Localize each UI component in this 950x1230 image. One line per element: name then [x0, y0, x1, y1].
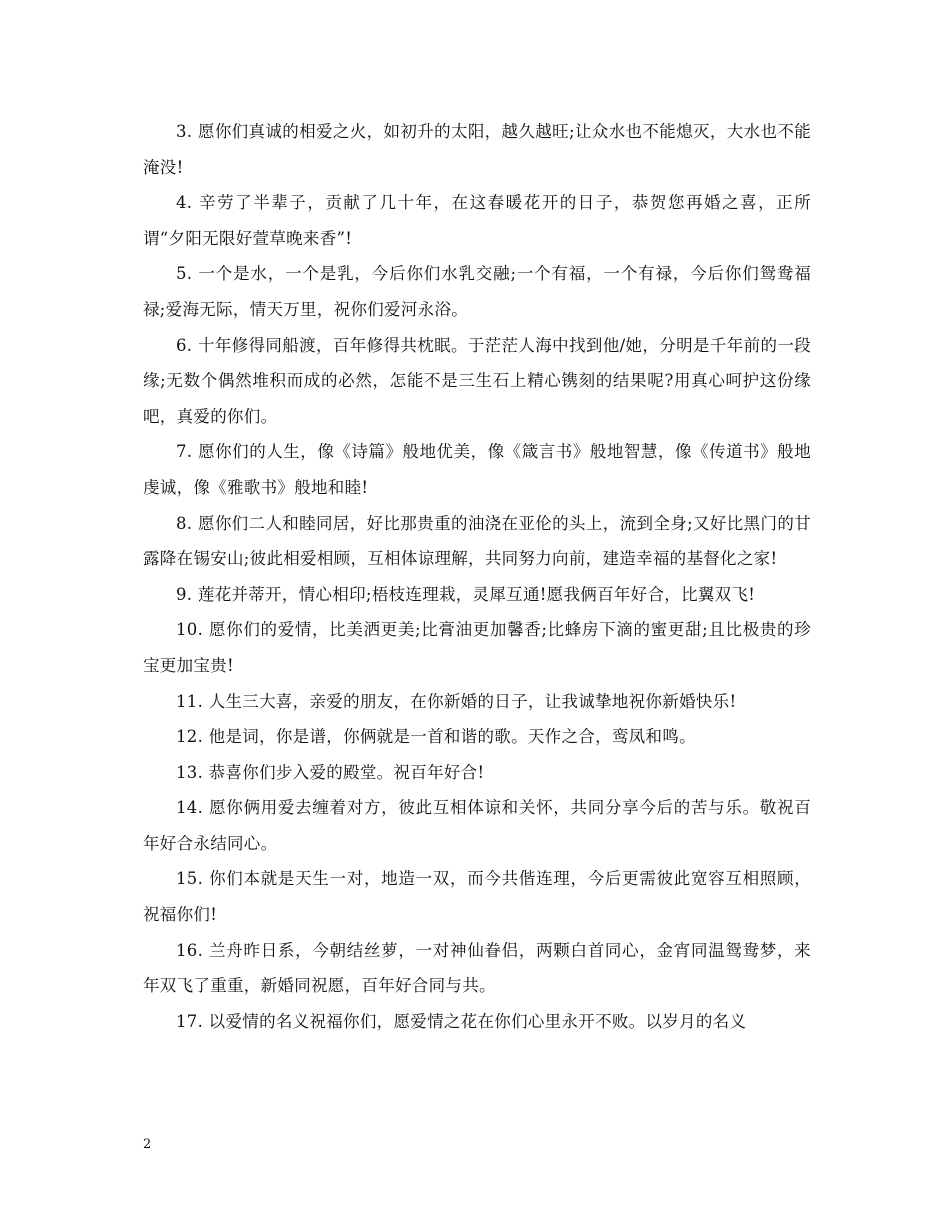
paragraph-15: 15. 你们本就是天生一对，地造一双，而今共偕连理，今后更需彼此宽容互相照顾，祝福你们! [143, 869, 811, 925]
paragraph-4: 4. 辛劳了半辈子，贡献了几十年，在这春暖花开的日子，恭贺您再婚之喜，正所谓“夕阳无限好萱草晚来香”! [143, 193, 811, 248]
paragraph-8: 8. 愿你们二人和睦同居，好比那贵重的油浇在亚伦的头上，流到全身;又好比黑门的甘露降在锡安山;彼此相爱相顾，互相体谅理解，共同努力向前，建造幸福的基督化之家! [143, 513, 811, 569]
page-number: 2 [143, 1137, 152, 1152]
document-body [143, 114, 811, 1039]
paragraph-7: 7. 愿你们的人生，像《诗篇》般地优美，像《箴言书》般地智慧，像《传道书》般地虔诚，像《雅歌书》般地和睦! [143, 442, 811, 497]
paragraph-14: 14. 愿你俩用爱去缠着对方，彼此互相体谅和关怀，共同分享今后的苦与乐。敬祝百年好合永结同心。 [143, 798, 811, 853]
paragraph-13: 13. 恭喜你们步入爱的殿堂。祝百年好合! [176, 762, 485, 782]
paragraph-5: 5. 一个是水，一个是乳，今后你们水乳交融;一个有福，一个有禄，今后你们鸳鸯福禄;爱海无际，情天万里，祝你们爱河永浴。 [143, 264, 811, 319]
paragraph-9: 9. 莲花并蒂开，情心相印;梧枝连理栽，灵犀互通!愿我俩百年好合，比翼双飞! [176, 584, 756, 604]
paragraph-17: 17. 以爱情的名义祝福你们，愿爱情之花在你们心里永开不败。以岁月的名义 [176, 1011, 747, 1031]
paragraph-11: 11. 人生三大喜，亲爱的朋友，在你新婚的日子，让我诚挚地祝你新婚快乐! [176, 691, 737, 711]
paragraph-16: 16. 兰舟昨日系，今朝结丝萝，一对神仙眷侣，两颗白首同心，金宵同温鸳鸯梦，来年双飞了重重，新婚同祝愿，百年好合同与共。 [143, 940, 811, 996]
paragraph-12: 12. 他是词，你是谱，你俩就是一首和谐的歌。天作之合，鸾凤和鸣。 [176, 727, 696, 747]
paragraph-6: 6. 十年修得同船渡，百年修得共枕眠。于茫茫人海中找到他/她，分明是千年前的一段缘;无数个偶然堆积而成的必然，怎能不是三生石上精心镌刻的结果呢?用真心呵护这份缘吧，真爱的你们。 [143, 335, 811, 426]
paragraph-3: 3. 愿你们真诚的相爱之火，如初升的太阳，越久越旺;让众水也不能熄灭，大水也不能淹没! [143, 122, 811, 177]
paragraph-10: 10. 愿你们的爱情，比美洒更美;比膏油更加馨香;比蜂房下滴的蜜更甜;且比极贵的珍宝更加宝贵! [143, 620, 811, 675]
